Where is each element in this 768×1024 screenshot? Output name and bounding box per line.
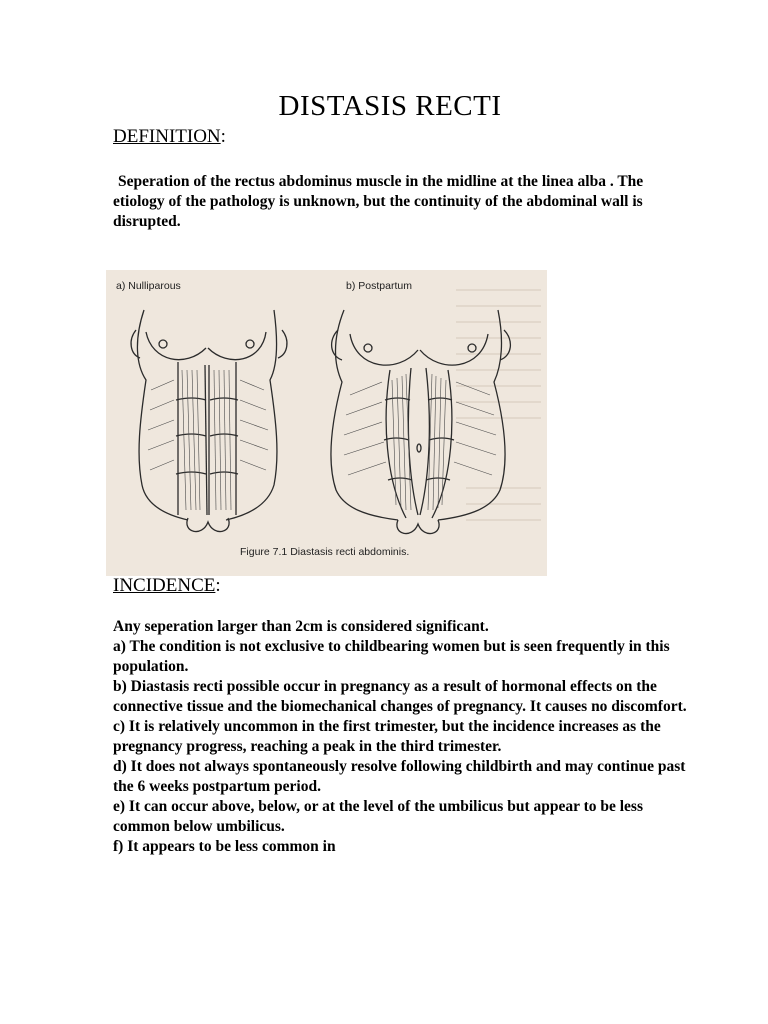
incidence-line: a) The condition is not exclusive to childbearing women but is seen frequently in this population. [113,638,670,675]
incidence-line: b) Diastasis recti possible occur in pregnancy as a result of hormonal effects on the connective tissue and the biomechanical changes of pregnancy. It causes no discomfort. [113,678,687,715]
incidence-line: Any seperation larger than 2cm is considered significant. [113,618,489,635]
nulliparous-fibers [148,370,268,510]
incidence-heading-colon: : [215,575,221,596]
definition-text: Seperation of the rectus abdominus muscle in the midline at the linea alba . The etiology of the pathology is unknown, but the continuity of the abdominal wall is disrupted. [113,173,644,230]
nulliparous-torso [131,310,287,532]
label-postpartum: b) Postpartum [346,280,412,292]
definition-heading-colon: : [220,126,226,147]
incidence-heading [113,575,221,597]
postpartum-fibers [344,374,496,510]
incidence-heading-text: INCIDENCE [113,575,216,596]
postpartum-torso [331,310,511,534]
definition-heading-text: DEFINITION [113,126,221,147]
incidence-line: e) It can occur above, below, or at the level of the umbilicus but appear to be less common below umbilicus. [113,798,643,835]
incidence-line: c) It is relatively uncommon in the first trimester, but the incidence increases as the pregnancy progress, reaching a peak in the third trimester. [113,718,661,755]
incidence-line: d) It does not always spontaneously resolve following childbirth and may continue past the 6 weeks postpartum period. [113,758,686,795]
page-title: DISTASIS RECTI [278,90,502,122]
figure-caption: Figure 7.1 Diastasis recti abdominis. [240,546,410,558]
label-nulliparous: a) Nulliparous [116,280,181,292]
incidence-text [113,617,693,857]
definition-heading [113,126,226,148]
abdominal-illustration [106,270,547,576]
diastasis-figure [106,270,547,576]
incidence-line: f) It appears to be less common in [113,838,336,855]
